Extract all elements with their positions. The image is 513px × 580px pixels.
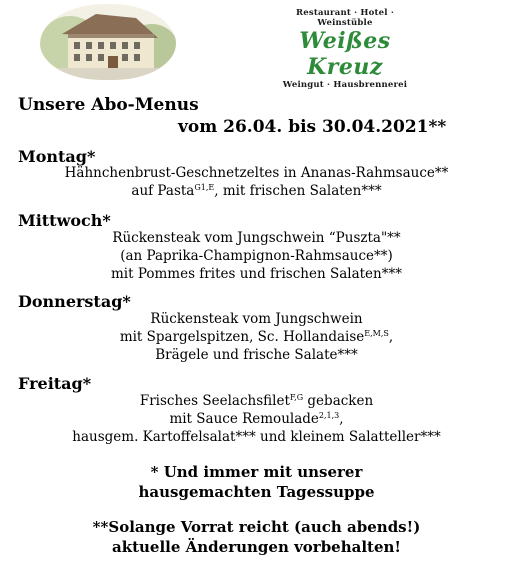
allergen-codes: 2,1,3 (318, 411, 340, 420)
menu-title: Unsere Abo-Menus (18, 95, 199, 115)
allergen-codes: F,G (289, 393, 304, 402)
soup-note-line1: * Und immer mit unserer (150, 463, 363, 481)
day-heading: Montag* (18, 147, 96, 166)
soup-note-line2: hausgemachten Tagessuppe (138, 483, 375, 501)
dish-line: mit Sauce Remoulade$^{2,1,3}$, (169, 411, 344, 427)
dish-line: mit Pommes frites und frischen Salaten*** (111, 266, 402, 282)
availability-note: **Solange Vorrat reicht (auch abends!) (92, 518, 421, 536)
dish-line: Hähnchenbrust-Geschnetzeltes in Ananas-Rahmsauce** (64, 165, 449, 181)
brand-name: Weißes Kreuz (299, 28, 391, 80)
hotel-building-illustration (40, 4, 176, 80)
dish-line: mit Spargelspitzen, Sc. Hollandaise$^{E,M,S}$, (119, 329, 394, 345)
dish-line: Rückensteak vom Jungschwein “Puszta"** (112, 230, 401, 246)
dish-line: Frisches Seelachsfilet$^{F,G}$ gebacken (139, 393, 374, 409)
dish-line: hausgem. Kartoffelsalat*** und kleinem Salatteller*** (72, 429, 441, 445)
changes-note: aktuelle Änderungen vorbehalten! (111, 538, 402, 556)
allergen-codes: G1,E (194, 183, 215, 192)
day-heading: Mittwoch* (18, 211, 111, 230)
day-heading: Donnerstag* (18, 292, 131, 311)
restaurant-logo (270, 8, 420, 90)
dish-line: (an Paprika-Champignon-Rahmsauce**) (120, 248, 393, 264)
hotel-building-photo (40, 4, 176, 80)
allergen-codes: E,M,S (364, 329, 389, 338)
dish-line: auf Pasta$^{G1,E}$, mit frischen Salaten*** (131, 183, 382, 199)
brand-tagline-top: Restaurant · Hotel · Weinstüble (295, 8, 395, 28)
dish-line: Brägele und frische Salate*** (155, 347, 358, 363)
brand-tagline-bottom: Weingut · Hausbrennerei (282, 80, 408, 90)
day-heading: Freitag* (18, 374, 92, 393)
menu-date-range: vom 26.04. bis 30.04.2021** (178, 117, 447, 137)
dish-line: Rückensteak vom Jungschwein (150, 311, 363, 327)
